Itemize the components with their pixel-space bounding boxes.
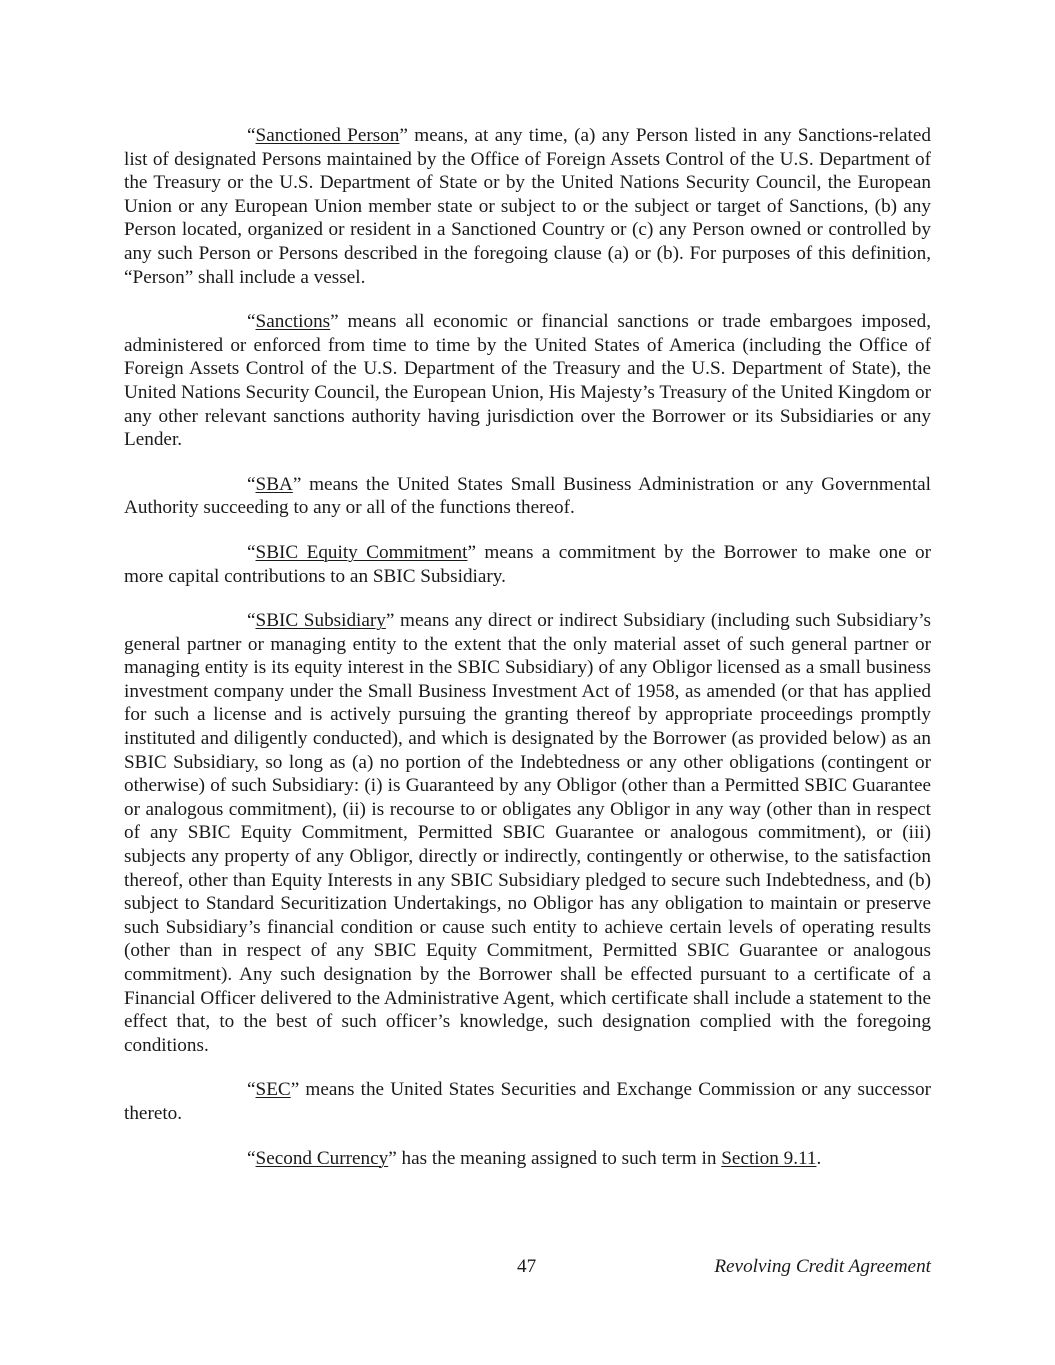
definition-tail: . (816, 1147, 822, 1169)
open-quote: “ (247, 1079, 256, 1101)
open-quote: “ (247, 311, 256, 333)
defined-term: Sanctioned Person (255, 125, 400, 146)
definition-second-currency (124, 1147, 931, 1171)
defined-term: SBIC Subsidiary (255, 610, 386, 632)
defined-term: SBIC Equity Commitment (255, 541, 468, 563)
document-title: Revolving Credit Agreement (714, 1256, 931, 1277)
definition-body: ” has the meaning assigned to such term in (388, 1147, 722, 1169)
definition-sanctioned-person (124, 124, 931, 289)
definition-body: ” means the United States Securities and Exchange Commission or any successor thereto. (124, 1079, 931, 1124)
definition-sanctions (124, 310, 931, 452)
open-quote: “ (247, 473, 256, 495)
defined-term: Sanctions (255, 311, 331, 333)
definition-body: ” means a commitment by the Borrower to make one or more capital contributions to an SBIC Subsidiary. (124, 541, 932, 587)
page-number: 47 (517, 1256, 537, 1277)
definition-sbic-subsidiary (124, 609, 931, 1057)
definition-body: ” means any direct or indirect Subsidiary (including such Subsidiary’s general partner or managing entity to the extent that the only material asset of such general partner or managing entity is its equity interest in the SBIC Subsidiary) of any Obligor licensed as a small business investment company under the Small Business Investment Act of 1958, as amended (or that has applied for such a license and is actively pursuing the granting thereof by appropriate proceedings promptly instituted and diligently conducted), and which is designated by the Borrower (as provided below) as an SBIC Subsidiary, so long as (a) no portion of the Indebtedness or any other obligations (contingent or otherwise) of such Subsidiary: (i) is Guaranteed by any Obligor (other than a Permitted SBIC Guarantee or analogous commitment), (ii) is recourse to or obligates any Obligor in any way (other than in respect of any SBIC Equity Commitment, Permitted SBIC Guarantee or analogous commitment), or (iii) subjects any property of any Obligor, directly or indirectly, contingently or otherwise, to the satisfaction thereof, other than Equity Interests in any SBIC Subsidiary pledged to secure such Indebtedness, and (b) subject to Standard Securitization Undertakings, no Obligor has any obligation to maintain or preserve such Subsidiary’s financial condition or cause such entity to achieve certain levels of operating results (other than in respect of any SBIC Equity Commitment, Permitted SBIC Guarantee or analogous commitment). Any such designation by the Borrower shall be effected pursuant to a certificate of a Financial Officer delivered to the Administrative Agent, which certificate shall include a statement to the effect that, to the best of such officer’s knowledge, such designation complied with the foregoing conditions. (124, 610, 931, 1056)
defined-term: Second Currency (255, 1147, 389, 1169)
open-quote: “ (247, 610, 256, 632)
open-quote: “ (247, 125, 256, 146)
document-page (124, 124, 931, 1191)
open-quote: “ (247, 541, 256, 563)
defined-term: SEC (255, 1079, 291, 1101)
page-footer (124, 1256, 931, 1282)
definition-sbic-equity-commitment (124, 541, 931, 588)
definition-body: ” means the United States Small Business Administration or any Governmental Authority succeeding to any or all of the functions thereof. (124, 473, 931, 519)
open-quote: “ (247, 1147, 256, 1169)
definition-body: ” means all economic or financial sanctions or trade embargoes imposed, administered or enforced from time to time by the United States of America (including the Office of Foreign Assets Control of the U.S. Department of the Treasury and the U.S. Department of State), the United Nations Security Council, the European Union, His Majesty’s Treasury of the United Kingdom or any other relevant sanctions authority having jurisdiction over the Borrower or its Subsidiaries or any Lender. (124, 311, 931, 451)
section-cross-reference: Section 9.11 (721, 1147, 817, 1169)
defined-term: SBA (255, 473, 293, 495)
definition-sec (124, 1078, 931, 1125)
definition-body: ” means, at any time, (a) any Person listed in any Sanctions-related list of designated Persons maintained by the Office of Foreign Assets Control of the U.S. Department of the Treasury or the U.S. Department of State or by the United Nations Security Council, the European Union or any European Union member state or subject to or the subject or target of Sanctions, (b) any Person located, organized or resident in a Sanctioned Country or (c) any Person owned or controlled by any such Person or Persons described in the foregoing clause (a) or (b). For purposes of this definition, “Person” shall include a vessel. (124, 125, 931, 288)
definition-sba (124, 473, 931, 520)
